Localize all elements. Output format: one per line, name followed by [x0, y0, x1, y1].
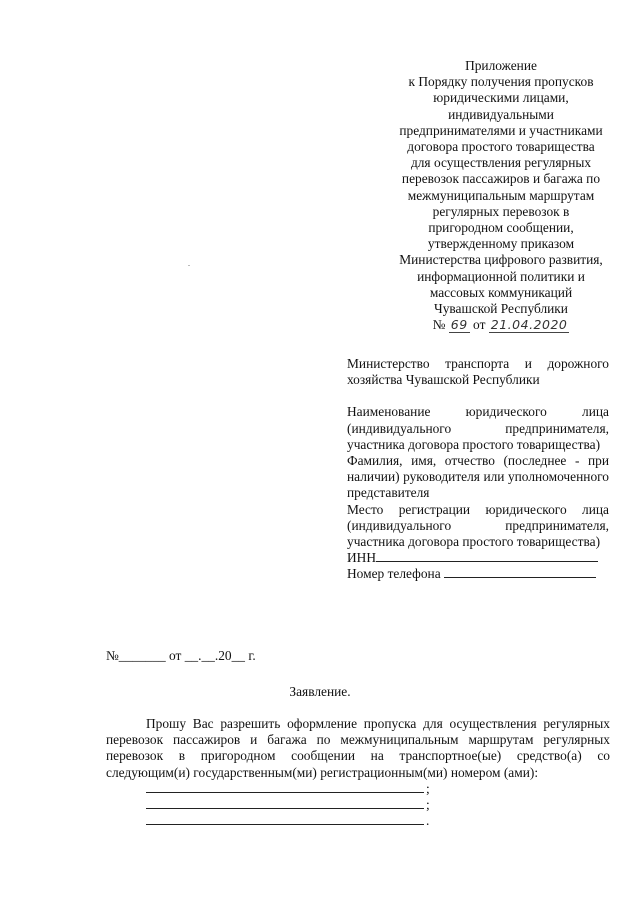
appendix-line: утвержденному приказом	[427, 236, 575, 252]
appendix-line: Чувашской Республики	[434, 301, 568, 317]
order-date-prefix: от	[473, 317, 486, 333]
blank-underline	[146, 808, 424, 809]
blank-underline	[146, 824, 424, 825]
inn-field[interactable]	[376, 550, 598, 562]
registration-number-line[interactable]	[146, 813, 446, 829]
appendix-line: межмуниципальным маршрутам	[407, 187, 595, 203]
appendix-line: регулярных перевозок в	[432, 203, 570, 219]
head-full-name-label: Фамилия, имя, отчество (последнее - при наличии) руководителя или уполномоченного представителя	[347, 453, 609, 501]
line-punctuation: .	[426, 813, 430, 828]
appendix-line: договора простого товарищества	[407, 139, 595, 155]
document-date-text: от __.__.20__ г.	[169, 648, 256, 663]
phone-row	[347, 566, 609, 582]
registration-number-lines	[146, 781, 446, 829]
appendix-line: предпринимателями и участниками	[399, 122, 603, 138]
order-number-prefix: №	[432, 317, 446, 333]
spacer	[347, 388, 609, 404]
appendix-line: пригородном сообщении,	[428, 220, 574, 236]
inn-label: ИНН	[347, 550, 377, 566]
appendix-line: для осуществления регулярных	[410, 155, 592, 171]
appendix-line: к Порядку получения пропусков	[408, 74, 594, 90]
appendix-line: индивидуальными	[448, 106, 554, 122]
recipient-block	[347, 356, 609, 583]
phone-label: Номер телефона	[347, 566, 441, 582]
document-number-line	[106, 648, 256, 664]
appendix-line: юридическими лицами,	[433, 90, 569, 106]
blank-underline	[146, 792, 424, 793]
application-body: Прошу Вас разрешить оформление пропуска для осуществления регулярных перевозок пассажиров и багажа по межмуниципальным маршрутам регулярных перевозок в пригородном сообщении на транспортное(ые) средство(а) со следующим(и) государственным(ми) регистрационным(ми) номером (ами):	[106, 716, 610, 780]
document-title: Заявление.	[289, 684, 351, 699]
scan-speck	[188, 265, 190, 266]
line-punctuation: ;	[426, 781, 430, 796]
appendix-line: массовых коммуникаций	[429, 284, 573, 300]
phone-field[interactable]	[444, 566, 596, 578]
registration-number-line[interactable]	[146, 797, 446, 813]
document-number-label: №_______	[106, 648, 166, 663]
order-reference	[392, 317, 610, 333]
line-punctuation: ;	[426, 797, 430, 812]
appendix-line: перевозок пассажиров и багажа по	[401, 171, 601, 187]
recipient-ministry: Министерство транспорта и дорожного хозяйства Чувашской Республики	[347, 356, 609, 388]
appendix-header	[392, 58, 610, 333]
appendix-line: информационной политики и	[417, 268, 585, 284]
order-number-handwritten: 69	[450, 317, 468, 333]
appendix-line: Приложение	[465, 58, 537, 73]
legal-entity-name-label: Наименование юридического лица (индивидуального предпринимателя, участника договора простого товарищества)	[347, 404, 609, 452]
registration-number-line[interactable]	[146, 781, 446, 797]
appendix-line: Министерства цифрового развития,	[399, 252, 603, 268]
inn-row	[347, 550, 609, 566]
registration-place-label: Место регистрации юридического лица (индивидуального предпринимателя, участника договора простого товарищества)	[347, 501, 609, 550]
order-date-handwritten: 21.04.2020	[490, 317, 568, 333]
